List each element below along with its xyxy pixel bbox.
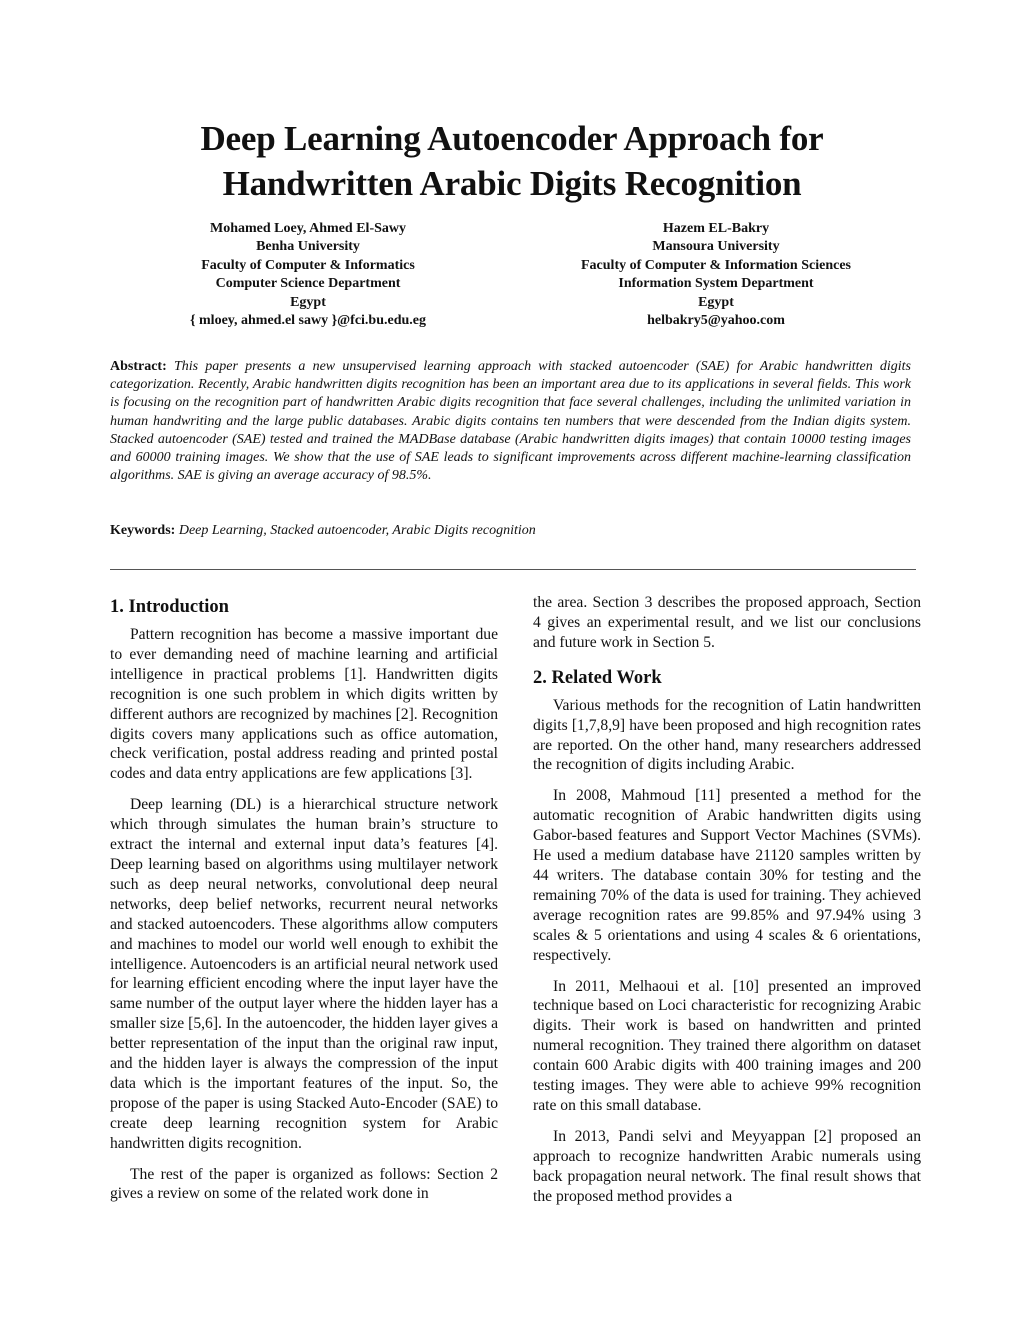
author-names: Mohamed Loey, Ahmed El-Sawy — [209, 221, 406, 236]
paper-title — [0, 116, 1024, 206]
paragraph: Pattern recognition has become a massive important due to ever demanding need of machine learning and artificial intelligence in practical problems [1]. Handwritten digits recognition is one such problem in which digits written by different authors are recognized by machines [2]. Recognition digits covers many applications such as office automation, check verification, postal address reading and printed postal codes and data entry applications are few applications [3]. — [110, 626, 498, 783]
keywords-text: Deep Learning, Stacked autoencoder, Arabic Digits recognition — [178, 523, 536, 538]
author-university: Benha University — [256, 239, 360, 255]
author-faculty: Faculty of Computer & Informatics — [201, 257, 415, 273]
keywords-label: Keywords: — [110, 523, 176, 538]
section-heading-related-work: 2. Related Work — [533, 667, 662, 688]
author-email: helbakry5@yahoo.com — [647, 313, 785, 329]
column-right — [533, 593, 921, 1217]
abstract-text: This paper presents a new unsupervised learning approach with stacked autoencoder (SAE) for Arabic handwritten digits categorization. Recently, Arabic handwritten digits recognition has been an important area due to its applications in several fields. This work is focusing on the recognition part of handwritten Arabic digits recognition that face several challenges, including the unlimited variation in human handwriting and the large public databases. Arabic digits contains ten numbers that were descended from the Indian digits system. Stacked autoencoder (SAE) tested and trained the MADBase database (Arabic handwritten digits images) that contain 10000 testing images and 60000 training images. We show that the use of SAE leads to significant improvements across different machine-learning classification algorithms. SAE is giving an average accuracy of 98.5%. — [110, 359, 912, 484]
author-names: Hazem EL-Bakry — [662, 221, 770, 236]
column-left — [110, 593, 498, 1215]
author-email: { mloey, ahmed.el sawy }@fci.bu.edu.eg — [190, 313, 426, 329]
section-divider — [110, 569, 916, 570]
author-block-right — [512, 220, 920, 330]
section-heading-introduction: 1. Introduction — [110, 597, 229, 617]
author-faculty: Faculty of Computer & Information Sciences — [581, 257, 851, 273]
paragraph: The rest of the paper is organized as follows: Section 2 gives a review on some of the related work done in — [110, 1165, 498, 1203]
title-line-2: Handwritten Arabic Digits Recognition — [222, 164, 802, 203]
author-department: Information System Department — [618, 276, 814, 292]
abstract — [110, 358, 911, 485]
author-block-left — [108, 220, 508, 330]
title-line-1: Deep Learning Autoencoder Approach for — [200, 119, 824, 158]
author-department: Computer Science Department — [215, 276, 401, 292]
paragraph: Deep learning (DL) is a hierarchical structure network which through simulates the human brain’s structure to extract the internal and external input data’s features [4]. Deep learning based on algorithms using multilayer network such as deep neural networks, convolutional deep neural networks, deep belief networks, recurrent neural networks and stacked autoencoders. These algorithms allow computers and machines to model our world well enough to exhibit the intelligence. Autoencoders is an artificial neural network used for learning efficient encoding where the input layer have the same number of the output layer where the hidden layer has a smaller size [5,6]. In the autoencoder, the hidden layer gives a better representation of the input than the original raw input, and the hidden layer is always the compression of the input data which is the important features of the input. So, the propose of the paper is using Stacked Auto-Encoder (SAE) to create deep learning recognition system for Arabic handwritten digits recognition. — [110, 796, 498, 1152]
author-country: Egypt — [290, 294, 326, 310]
author-country: Egypt — [698, 294, 734, 310]
paragraph: In 2011, Melhaoui et al. [10] presented an improved technique based on Loci characteristic for recognizing Arabic digits. Their work is based on handwritten and printed numeral recognition. They trained there algorithm on dataset contain 600 Arabic digits with 400 training images and 200 testing images. They were able to achieve 99% recognition rate on this small database. — [533, 977, 921, 1114]
paragraph: In 2008, Mahmoud [11] presented a method for the automatic recognition of Arabic handwritten digits using Gabor-based features and Support Vector Machines (SVMs). He used a medium database have 21120 samples written by 44 writers. The database contain 30% for testing and the remaining 70% of the data is used for training. They achieved average recognition rates are 99.85% and 97.94% using 3 scales & 5 orientations and using 4 scales & 6 orientations, respectively. — [533, 787, 921, 964]
paragraph: In 2013, Pandi selvi and Meyyappan [2] proposed an approach to recognize handwritten Arabic numerals using back propagation neural network. The final result shows that the proposed method provides a — [533, 1127, 921, 1205]
paragraph: Various methods for the recognition of Latin handwritten digits [1,7,8,9] have been proposed and high recognition rates are reported. On the other hand, many researchers addressed the recognition of digits including Arabic. — [533, 696, 921, 774]
keywords — [110, 522, 911, 540]
paragraph-continued: the area. Section 3 describes the proposed approach, Section 4 gives an experimental result, and we list our conclusions and future work in Section 5. — [533, 594, 921, 651]
abstract-label: Abstract: — [110, 359, 167, 374]
author-university: Mansoura University — [652, 239, 780, 255]
